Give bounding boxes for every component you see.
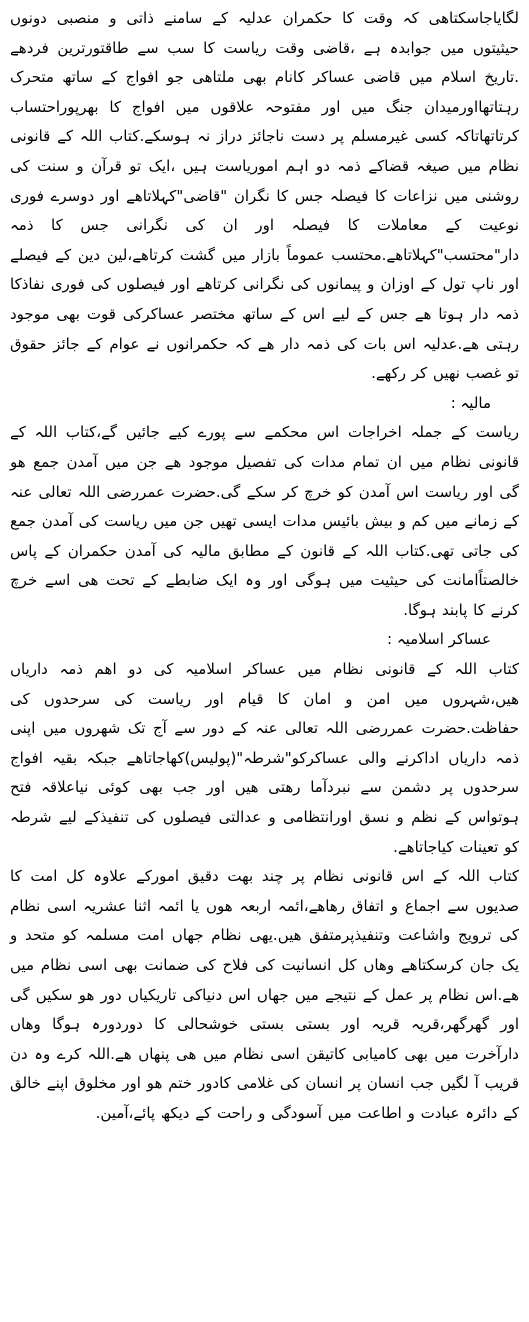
- heading-army: عساکر اسلامیہ :: [387, 630, 491, 649]
- paragraph-judiciary: لگایاجاسکتاھی کہ وقت کا حکمران عدلیہ کے سامنے ذاتی و منصبی دونوں حیثیتوں میں جوابدہ ہے ،قاضی وقت ریاست کا سب سے طاقتورترین فردھے .تاریخ اسلام میں قاضی عساکر کانام بھی ملتاھی جو افواج کے ساتھ متحرک رہتاتھااورمیدان جنگ میں اور مفتوحہ علاقوں میں افواج کا بھرپوراحتساب کرتاتھاتاکہ کسی غیرمسلم پر دست ناجائز دراز نہ ہوسکے.کتاب اللہ کے قانونی نظام میں صیغہ قضاکے ذمہ دو اہم اموریاست ہیں ،ایک تو قرآن و سنت کی روشنی میں نزاعات کا فیصلہ جس کا نگران "قاضی"کہلاتاھے اور دوسرے فوری نوعیت کے معاملات کا فیصلہ اور ان کی نگرانی جس کا ذمہ دار"محتسب"کہلاتاھے.محتسب عموماً بازار میں گشت کرتاھے،لین دین کے فیصلے اور ناپ تول کے اوزان و پیمانوں کی نگرانی کرتاھے اور فیصلوں کی فوری نفاذکا ذمہ دار ہوتا ھے جس کے لیے اس کے ساتھ مختصر عساکرکی قوت بھی موجود رہتی ھے.عدلیہ اس بات کی ذمہ دار ھے کہ حکمرانوں نے عوام کے جائز حقوق تو غصب نھیں کر رکھے.: [10, 9, 519, 383]
- paragraph-closing: کتاب اللہ کے اس قانونی نظام پر چند بھت دقیق امورکے علاوہ کل امت کا صدیوں سے اجماع و اتفاق رھاھے،ائمہ اربعہ ھوں یا ائمہ اثنا عشریہ اسی نظام کی ترویج واشاعت وتنفیذپرمتفق ھیں.یھی نظام جھاں امت مسلمہ کو متحد و یک جان کرسکتاھے وھاں کل انسانیت کی فلاح کی ضمانت بھی اسی نظام میں ھے.اس نظام پر عمل کے نتیجے میں جھاں اس دنیاکی تاریکیاں دور ھو سکیں گی اور گھرگھر،قریہ قریہ اور بستی بستی خوشحالی کا دوردورہ ہوگا وھاں دارآخرت میں بھی کامیابی کاتیقن اسی نظام میں ھی پنھاں ھے.اللہ کرے وہ دن قریب آ لگیں جب انسان پر انسان کی غلامی کادور ختم ھو اور مخلوق اپنے خالق کے دائرہ عبادت و اطاعت میں آسودگی و راحت کے دیکھ پائے،آمین.: [10, 867, 519, 1122]
- paragraph-finance: ریاست کے جملہ اخراجات اس محکمے سے پورے کیے جائیں گے،کتاب اللہ کے قانونی نظام میں ان تمام مدات کی تفصیل موجود ھے جن میں آمدن جمع ھو گی اور ریاست اس آمدن کو خرچ کر سکے گی.حضرت عمررضی اللہ تعالی عنہ کے زمانے میں کم و بیش بائیس مدات ایسی تھیں جن میں ریاست کی آمدن جمع کی جاتی تھی.کتاب اللہ کے قانون کے مطابق مالیہ کی آمدن حکمران کے پاس خالصتاًامانت کی حیثیت میں ہوگی اور وہ ایک ضابطے کے تحت ھی اسے خرچ کرنے کا پابند ہوگا.: [10, 423, 519, 619]
- heading-finance: مالیہ :: [450, 393, 491, 412]
- paragraph-army: کتاب اللہ کے قانونی نظام میں عساکر اسلامیہ کی دو اھم ذمہ داریاں ھیں،شہروں میں امن و امان کا قیام اور ریاست کی سرحدوں کی حفاظت.حضرت عمررضی اللہ تعالی عنہ کے دور سے آج تک شھروں میں اپنی ذمہ داریاں اداکرنے والی عساکرکو"شرطہ"(پولیس)کھاجاتاھے جبکہ بقیہ افواج سرحدوں پر دشمن سے نبردآما رھتی ھیں اور جب بھی کوئی نیاعلاقہ فتح ہوتواس کے نظم و نسق اورانتظامی و عدالتی فیصلوں کی تنفیذکے لیے شرطہ کو تعینات کیاجاتاھے.: [10, 660, 519, 856]
